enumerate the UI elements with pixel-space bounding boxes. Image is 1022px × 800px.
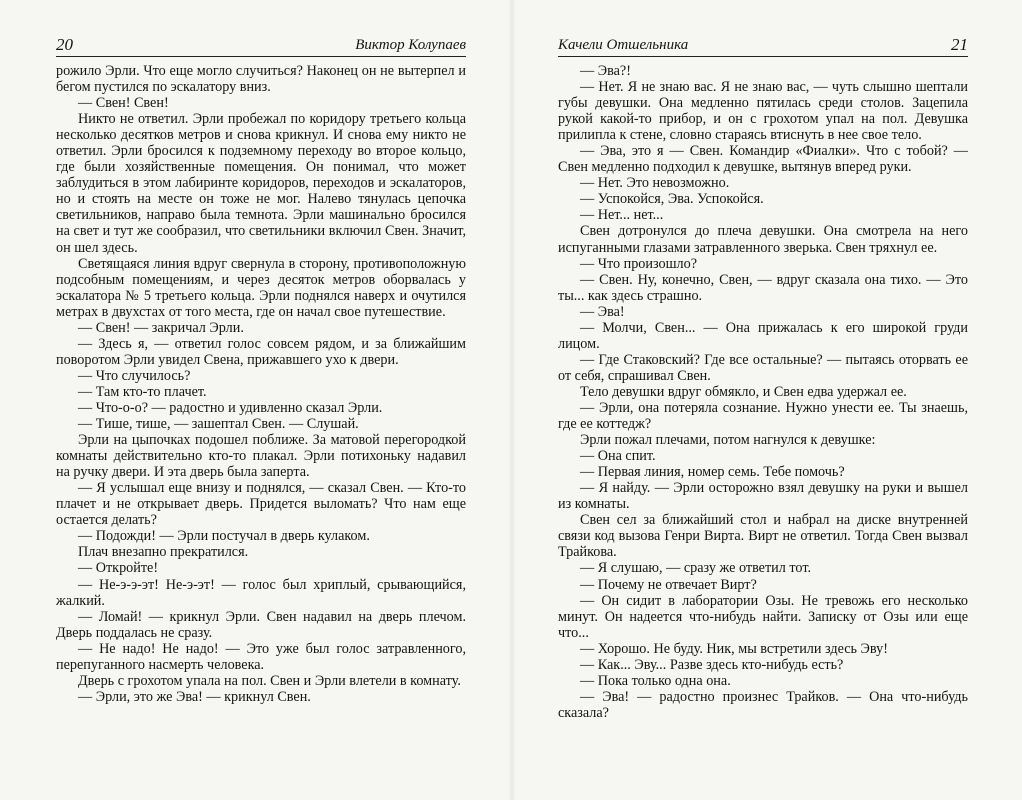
paragraph: — Почему не отвечает Вирт? xyxy=(580,576,757,593)
paragraph: — Эва! xyxy=(580,303,625,320)
paragraph: — Она спит. xyxy=(580,448,656,465)
paragraph: — Не надо! Не надо! — Это уже был голос затравленного, перепуганного насмерть человека. xyxy=(56,640,466,673)
paragraph: — Как... Эву... Разве здесь кто-нибудь есть? xyxy=(580,656,844,673)
right-running-title: Качели Отшельника xyxy=(558,37,689,53)
paragraph: — Не-э-э-эт! Не-э-эт! — голос был хриплый, срывающийся, жалкий. xyxy=(56,576,466,609)
paragraph: — Тише, тише, — зашептал Свен. — Слушай. xyxy=(78,416,359,433)
paragraph: — Он сидит в лаборатории Озы. Не тревожь его несколько минут. Он надеется что-нибудь найти. Записку от Озы или еще что... xyxy=(558,592,968,641)
paragraph: — Я слушаю, — сразу же ответил тот. xyxy=(580,560,811,577)
paragraph: — Успокойся, Эва. Успокойся. xyxy=(580,191,764,208)
paragraph: — Я найду. — Эрли осторожно взял девушку на руки и вышел из комнаты. xyxy=(558,480,968,513)
paragraph: Эрли пожал плечами, потом нагнулся к девушке: xyxy=(580,432,876,449)
paragraph: Светящаяся линия вдруг свернула в сторону, противоположную подсобным помещениям, и через десяток метров оборвалась у эскалатора № 5 третьего кольца. Эрли поднялся наверх и очутился метрах в двухстах от того места, где он начал свое путешествие. xyxy=(56,255,466,320)
paragraph: — Я услышал еще внизу и поднялся, — сказал Свен. — Кто-то плачет и не открывает дверь. Придется выломать? Что нам еще остается делать? xyxy=(56,480,466,529)
paragraph: — Нет. Я не знаю вас. Я не знаю вас, — чуть слышно шептали губы девушки. Она медленно пятилась среди столов. Зацепила рукой какой-то прибор, и он с грохотом упал на пол. Девушка прилипла к стене, словно стараясь втиснуть в нее свое тело. xyxy=(558,79,968,144)
paragraph: — Молчи, Свен... — Она прижалась к его широкой груди лицом. xyxy=(558,319,968,352)
paragraph: — Эва?! xyxy=(580,63,631,79)
paragraph: — Подожди! — Эрли постучал в дверь кулаком. xyxy=(78,528,370,545)
paragraph: Эрли на цыпочках подошел поближе. За матовой перегородкой комнаты действительно кто-то плакал. Эрли потихоньку надавил на ручку двери. И эта дверь была заперта. xyxy=(56,432,466,481)
paragraph: — Эва, это я — Свен. Командир «Фиалки». Что с тобой? — Свен медленно подходил к девушке, вытянув вперед руки. xyxy=(558,143,968,176)
left-page xyxy=(56,34,466,705)
paragraph: Никто не ответил. Эрли пробежал по коридору третьего кольца несколько десятков метров и снова крикнул. И снова ему никто не ответил. Эрли бросился к подземному переходу во второе кольцо, где были хозяйственные помещения. Он понимал, что может заблудиться в этом лабиринте коридоров, переходов и эскалаторов, но и стоять на месте он тоже не мог. Налево тянулась цепочка светильников, направо была темнота. Эрли машинально бросился на свет и тут же сообразил, что светильники включил Свен. Значит, он шел здесь. xyxy=(56,111,466,256)
paragraph: — Откройте! xyxy=(78,560,159,577)
paragraph: — Эрли, это же Эва! — крикнул Свен. xyxy=(78,688,311,705)
paragraph: — Где Стаковский? Где все остальные? — пытаясь оторвать ее от себя, спрашивал Свен. xyxy=(558,351,968,384)
paragraph: — Нет. Это невозможно. xyxy=(580,175,730,192)
paragraph: Плач внезапно прекратился. xyxy=(78,544,249,561)
paragraph: рожило Эрли. Что еще могло случиться? Наконец он не вытерпел и бегом пустился по эскалатору вниз. xyxy=(56,63,466,96)
paragraph: — Свен! Свен! xyxy=(78,95,169,112)
paragraph: — Пока только одна она. xyxy=(580,672,731,689)
paragraph: — Свен! — закричал Эрли. xyxy=(78,319,244,336)
paragraph: — Эрли, она потеряла сознание. Нужно унести ее. Ты знаешь, где ее коттедж? xyxy=(558,399,968,433)
paragraph: — Что произошло? xyxy=(580,255,697,272)
left-running-head xyxy=(56,34,466,57)
paragraph: — Первая линия, номер семь. Тебе помочь? xyxy=(580,464,845,481)
right-page-text xyxy=(558,63,968,721)
paragraph: Дверь с грохотом упала на пол. Свен и Эрли влетели в комнату. xyxy=(78,672,461,689)
paragraph: — Что-о-о? — радостно и удивленно сказал Эрли. xyxy=(78,399,383,416)
paragraph: Тело девушки вдруг обмякло, и Свен едва удержал ее. xyxy=(580,383,907,400)
right-page-number: 21 xyxy=(951,35,968,54)
paragraph: Свен сел за ближайший стол и набрал на диске внутренней связи код вызова Генри Вирта. Вирт не ответил. Тогда Свен вызвал Трайкова. xyxy=(558,512,968,561)
right-page xyxy=(558,34,968,721)
paragraph: — Что случилось? xyxy=(78,367,191,384)
paragraph: — Здесь я, — ответил голос совсем рядом, и за ближайшим поворотом Эрли увидел Свена, прижавшего ухо к двери. xyxy=(56,335,466,368)
paragraph: — Там кто-то плачет. xyxy=(78,383,207,400)
paragraph: — Эва! — радостно произнес Трайков. — Она что-нибудь сказала? xyxy=(558,688,968,721)
paragraph: — Ломай! — крикнул Эрли. Свен надавил на дверь плечом. Дверь поддалась не сразу. xyxy=(56,608,466,641)
book-gutter xyxy=(508,0,516,800)
paragraph: — Свен. Ну, конечно, Свен, — вдруг сказала она тихо. — Это ты... как здесь страшно. xyxy=(558,271,968,304)
paragraph: — Хорошо. Не буду. Ник, мы встретили здесь Эву! xyxy=(580,640,888,657)
left-running-title: Виктор Колупаев xyxy=(355,37,466,53)
left-page-number: 20 xyxy=(56,35,73,54)
paragraph: — Нет... нет... xyxy=(580,207,664,224)
left-page-text xyxy=(56,63,466,705)
paragraph: Свен дотронулся до плеча девушки. Она смотрела на него испуганными глазами затравленного зверька. Свен тряхнул ее. xyxy=(558,223,968,256)
right-running-head xyxy=(558,34,968,57)
